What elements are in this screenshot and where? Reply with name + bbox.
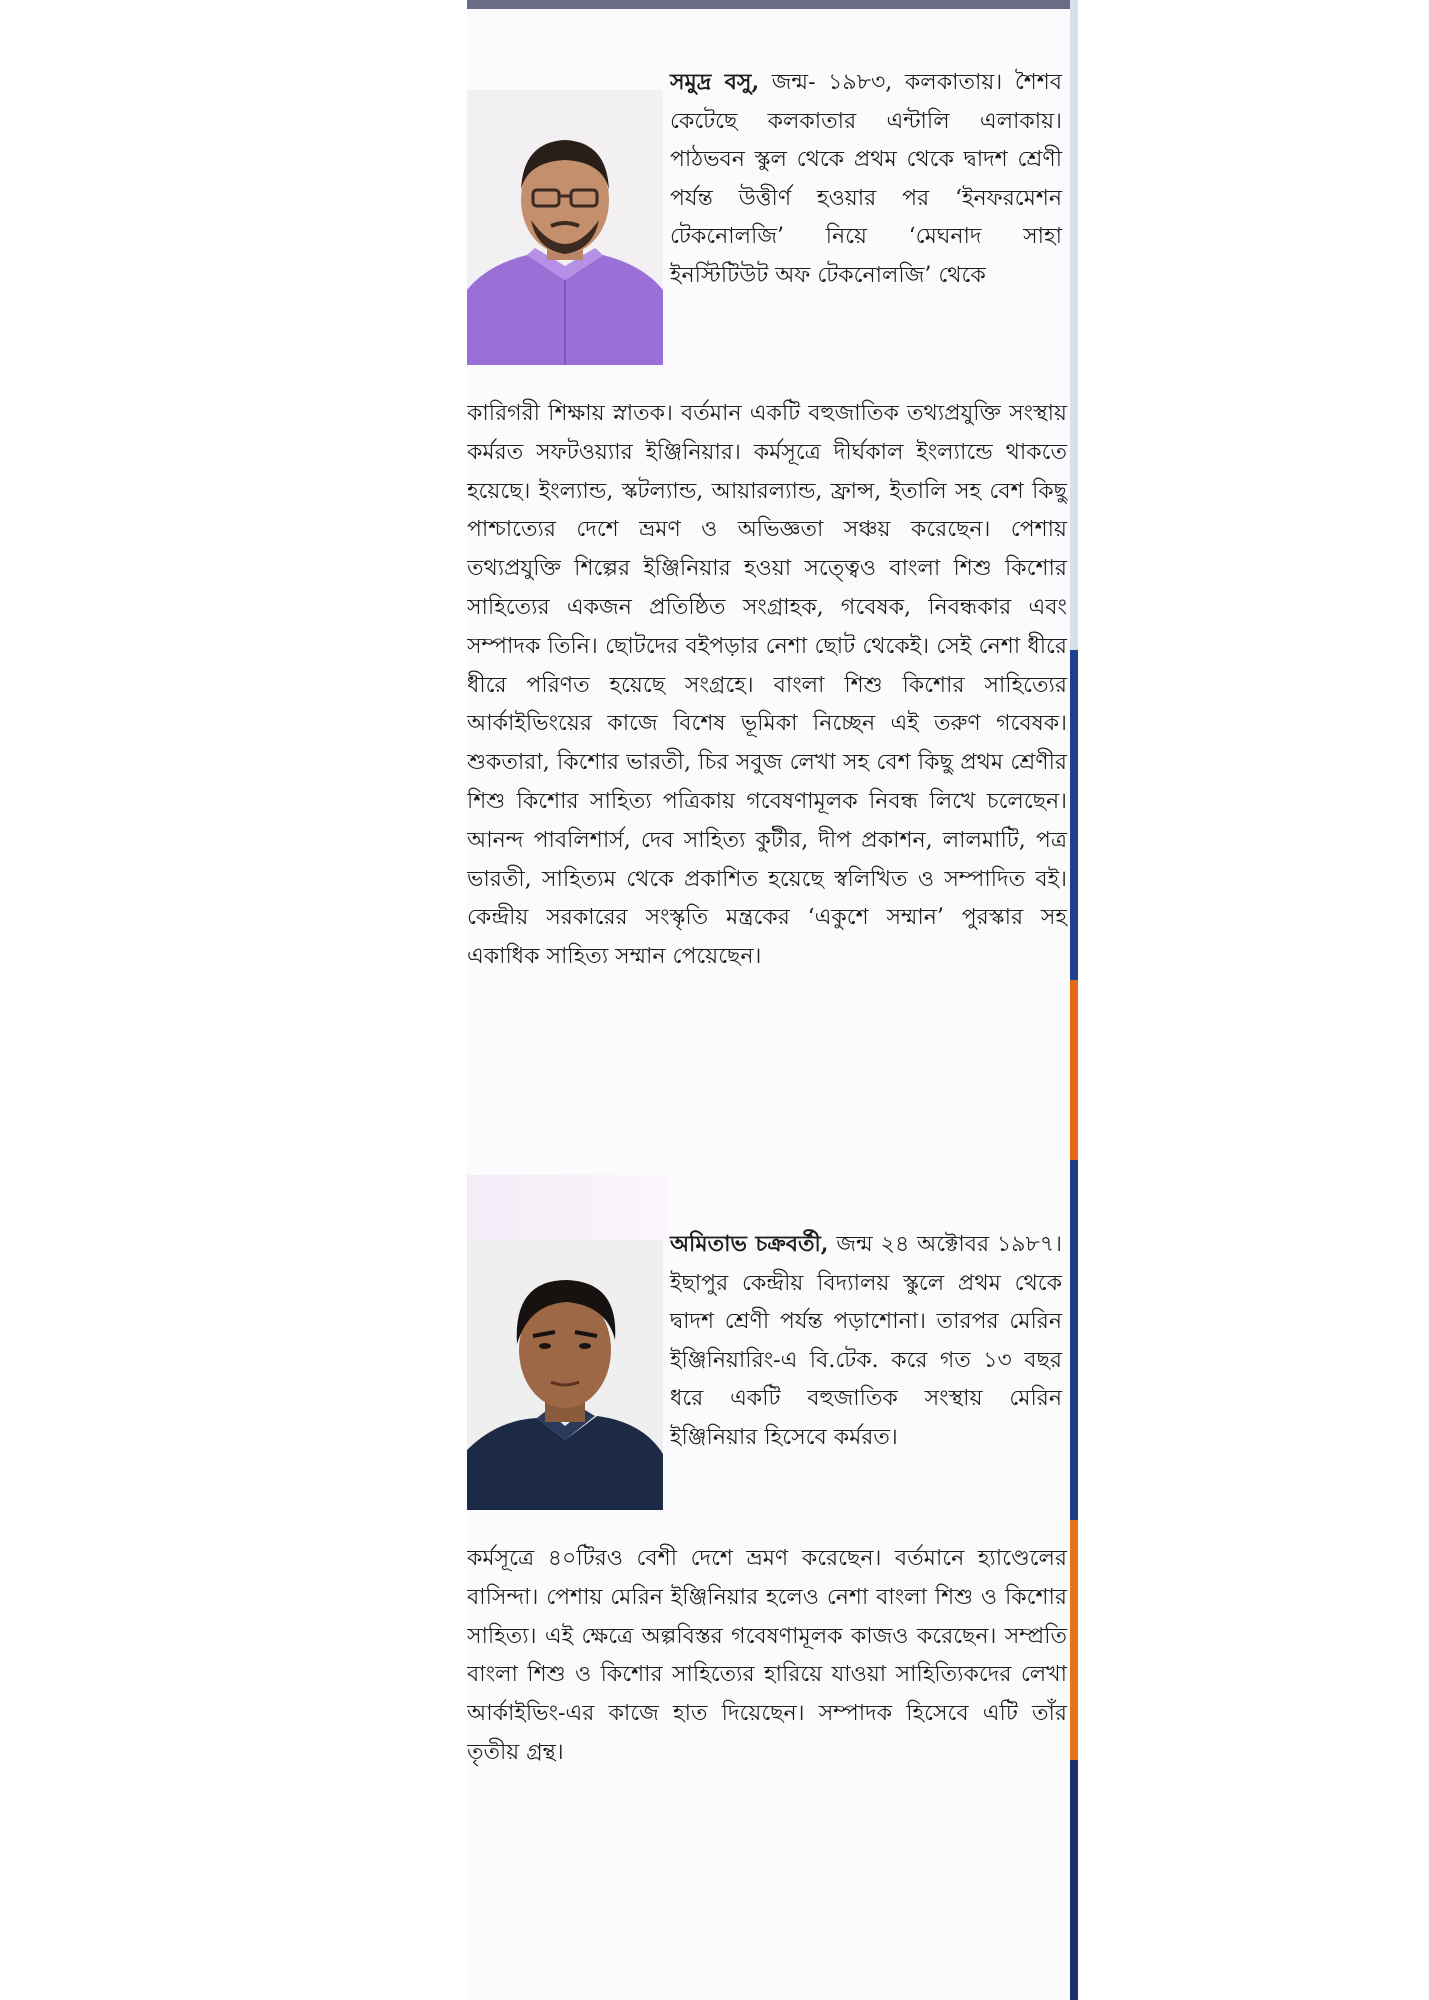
author-name: অমিতাভ চক্রবর্তী, [670, 1231, 829, 1257]
strip-segment [1070, 1160, 1078, 1520]
strip-segment [1070, 0, 1078, 650]
bio-intro-samudra-basu [670, 63, 1062, 295]
bio-intro-text: জন্ম- ১৯৮৩, কলকাতায়। শৈশব কেটেছে কলকাতার এন্টালি এলাকায়। পাঠভবন স্কুল থেকে প্রথম থেকে দ্বাদশ শ্রেণী পর্যন্ত উত্তীর্ণ হওয়ার পর ‘ইনফরমেশন টেকনোলজি’ নিয়ে ‘মেঘনাদ সাহা ইনস্টিটিউট অফ টেকনোলজি’ থেকে [670, 70, 1062, 288]
bio-intro-amitabha-chakraborty [670, 1225, 1062, 1457]
page-top-edge [467, 0, 1070, 9]
cover-edge-strip [1070, 0, 1078, 2000]
author-photo-amitabha-chakraborty [467, 1240, 663, 1510]
bio-body-samudra-basu: কারিগরী শিক্ষায় স্নাতক। বর্তমান একটি বহুজাতিক তথ্যপ্রযুক্তি সংস্থায় কর্মরত সফটওয়্যার ইঞ্জিনিয়ার। কর্মসূত্রে দীর্ঘকাল ইংল্যান্ডে থাকতে হয়েছে। ইংল্যান্ড, স্কটল্যান্ড, আয়ারল্যান্ড, ফ্রান্স, ইতালি সহ বেশ কিছু পাশ্চাত্যের দেশে ভ্রমণ ও অভিজ্ঞতা সঞ্চয় করেছেন। পেশায় তথ্যপ্রযুক্তি শিল্পের ইঞ্জিনিয়ার হওয়া সত্ত্বেও বাংলা শিশু কিশোর সাহিত্যের একজন প্রতিষ্ঠিত সংগ্রাহক, গবেষক, নিবন্ধকার এবং সম্পাদক তিনি। ছোটদের বইপড়ার নেশা ছোট থেকেই। সেই নেশা ধীরে ধীরে পরিণত হয়েছে সংগ্রহে। বাংলা শিশু কিশোর সাহিত্যের আর্কাইভিংয়ের কাজে বিশেষ ভূমিকা নিচ্ছেন এই তরুণ গবেষক। শুকতারা, কিশোর ভারতী, চির সবুজ লেখা সহ বেশ কিছু প্রথম শ্রেণীর শিশু কিশোর সাহিত্য পত্রিকায় গবেষণামূলক নিবন্ধ লিখে চলেছেন। আনন্দ পাবলিশার্স, দেব সাহিত্য কুটীর, দীপ প্রকাশন, লালমাটি, পত্র ভারতী, সাহিত্যম থেকে প্রকাশিত হয়েছে স্বলিখিত ও সম্পাদিত বই। কেন্দ্রীয় সরকারের সংস্কৃতি মন্ত্রকের ‘একুশে সম্মান’ পুরস্কার সহ একাধিক সাহিত্য সম্মান পেয়েছেন। [467, 401, 1067, 970]
author-photo-samudra-basu [467, 90, 663, 365]
portrait-illustration-1 [467, 90, 663, 365]
strip-segment [1070, 980, 1078, 1160]
bio-body-amitabha-chakraborty: কর্মসূত্রে ৪০টিরও বেশী দেশে ভ্রমণ করেছেন। বর্তমানে হ্যাণ্ডেলের বাসিন্দা। পেশায় মেরিন ইঞ্জিনিয়ার হলেও নেশা বাংলা শিশু ও কিশোর সাহিত্য। এই ক্ষেত্রে অল্পবিস্তর গবেষণামূলক কাজও করেছেন। সম্প্রতি বাংলা শিশু ও কিশোর সাহিত্যের হারিয়ে যাওয়া সাহিত্যিকদের লেখা আর্কাইভিং-এর কাজে হাত দিয়েছেন। সম্পাদক হিসেবে এটি তাঁর তৃতীয় গ্রন্থ। [467, 1546, 1067, 1765]
book-page [467, 0, 1070, 2000]
portrait-illustration-2 [467, 1240, 663, 1510]
strip-segment [1070, 1520, 1078, 1760]
strip-segment [1070, 650, 1078, 980]
author-name: সমুদ্র বসু, [670, 69, 760, 95]
section-divider-shade [467, 1175, 667, 1240]
strip-segment [1070, 1760, 1078, 2000]
bio-intro-text: জন্ম ২৪ অক্টোবর ১৯৮৭। ইছাপুর কেন্দ্রীয় বিদ্যালয় স্কুলে প্রথম থেকে দ্বাদশ শ্রেণী পর্যন্ত পড়াশোনা। তারপর মেরিন ইঞ্জিনিয়ারিং-এ বি.টেক. করে গত ১৩ বছর ধরে একটি বহুজাতিক সংস্থায় মেরিন ইঞ্জিনিয়ার হিসেবে কর্মরত। [670, 1232, 1062, 1450]
